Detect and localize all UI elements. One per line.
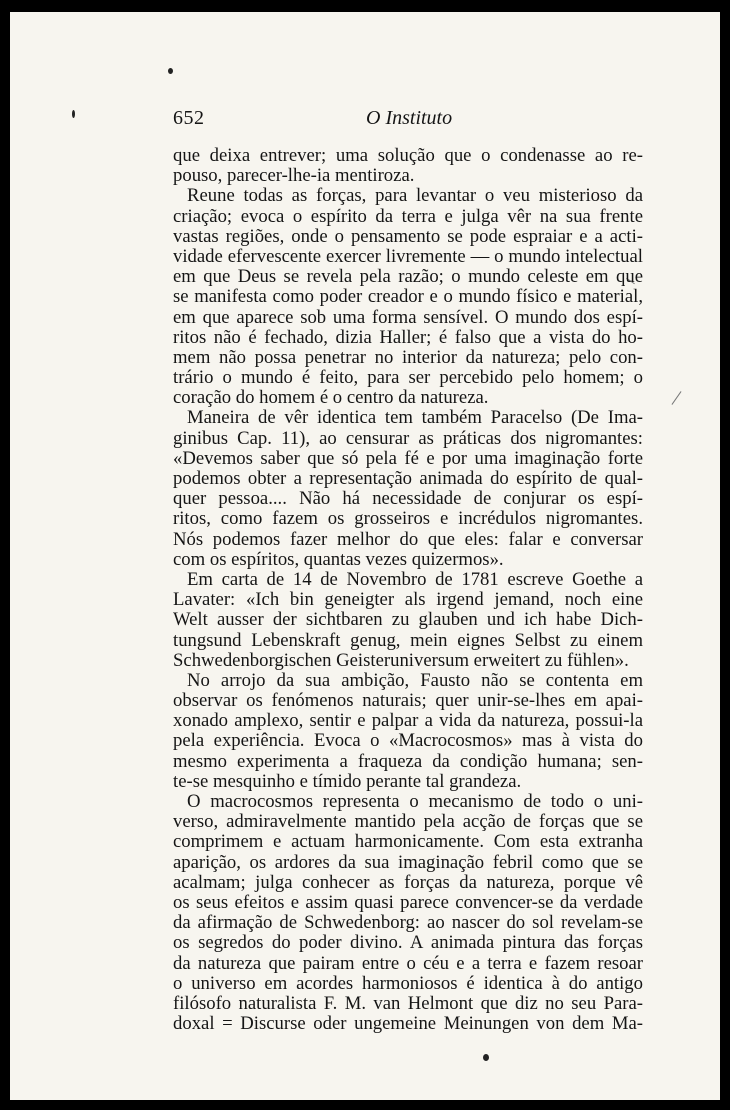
text-line: vidade efervescente exercer livremente — o mundo intelectual xyxy=(173,245,643,267)
text-line: quer pessoa.... Não há necessidade de conjurar os espí- xyxy=(173,488,643,510)
text-line: da afirmação de Schwedenborg: ao nascer do sol revelam-se xyxy=(173,912,643,934)
text-line: com os espíritos, quantas vezes quizermos». xyxy=(173,548,504,570)
text-line: O macrocosmos representa o mecanismo de todo o uni- xyxy=(187,791,643,812)
ink-speck xyxy=(72,110,75,118)
text-line: «Devemos saber que só pela fé e por uma imaginação forte xyxy=(173,447,643,469)
text-line: Em carta de 14 de Novembro de 1781 escreve Goethe a xyxy=(187,568,643,590)
text-line: doxal = Discurse oder ungemeine Meinungen von dem Ma- xyxy=(173,1013,643,1035)
text-line: Nós podemos fazer melhor do que eles: falar e conversar xyxy=(173,528,643,550)
scanned-page xyxy=(10,12,720,1100)
body-text xyxy=(173,146,643,1034)
text-line: xonado amplexo, sentir e palpar a vida da natureza, possui-la xyxy=(173,710,643,732)
text-line: tungsund Lebenskraft genug, mein eignes Selbst zu einem xyxy=(173,629,643,651)
ink-speck xyxy=(483,1054,489,1061)
text-line: ritos não é fechado, dizia Haller; é falso que a vista do ho- xyxy=(173,326,643,348)
running-head xyxy=(173,107,643,133)
text-line: o universo em acordes harmoniosos é identica à do antigo xyxy=(173,972,643,994)
scan-scratch xyxy=(672,391,682,405)
text-line: Schwedenborgischen Geisteruniversum erweitert zu fühlen». xyxy=(173,649,629,671)
text-line: em que Deus se revela pela razão; o mundo celeste em que xyxy=(173,266,643,288)
text-line: ginibus Cap. 11), ao censurar as práticas dos nigromantes: xyxy=(173,427,643,449)
text-line: verso, admiravelmente mantido pela acção de forças que se xyxy=(173,811,643,833)
text-line: se manifesta como poder creador e o mundo físico e material, xyxy=(173,286,643,308)
text-line: coração do homem é o centro da natureza. xyxy=(173,387,489,409)
text-line: pouso, parecer-lhe-ia mentiroza. xyxy=(173,165,415,187)
text-line: criação; evoca o espírito da terra e julga vêr na sua frente xyxy=(173,205,643,227)
text-line: os segredos do poder divino. A animada pintura das forças xyxy=(173,932,643,954)
text-line: em que aparece sob uma forma sensível. O mundo dos espí- xyxy=(173,306,643,328)
text-line: Reune todas as forças, para levantar o veu misterioso da xyxy=(187,185,643,207)
journal-title: O Instituto xyxy=(366,107,453,129)
text-line: trário o mundo é feito, para ser percebido pelo homem; o xyxy=(173,367,643,389)
text-line: No arrojo da sua ambição, Fausto não se contenta em xyxy=(187,669,643,691)
text-line: aparição, os ardores da sua imaginação febril como que se xyxy=(173,851,643,873)
ink-speck xyxy=(168,68,173,74)
text-line: ritos, como fazem os grosseiros e incrédulos nigromantes. xyxy=(173,508,643,530)
text-line: mem não possa penetrar no interior da natureza; pelo con- xyxy=(173,346,643,368)
text-line: podemos obter a representação animada do espírito de qual- xyxy=(173,468,643,489)
text-line: Lavater: «Ich bin geneigter als irgend jemand, noch eine xyxy=(173,589,643,611)
text-line: acalmam; julga conhecer as forças da natureza, porque vê xyxy=(173,871,643,893)
page-number: 652 xyxy=(173,107,205,129)
text-line: da natureza que pairam entre o céu e a terra e fazem resoar xyxy=(173,952,643,974)
text-line: vastas regiões, onde o pensamento se pode espraiar e a acti- xyxy=(173,225,643,247)
text-line: os seus efeitos e assim quasi parece convencer-se da verdade xyxy=(173,891,643,913)
text-line: Maneira de vêr identica tem também Paracelso (De Ima- xyxy=(187,407,643,429)
text-line: comprimem e actuam harmonicamente. Com esta extranha xyxy=(173,831,643,853)
text-line: te-se mesquinho e tímido perante tal grandeza. xyxy=(173,770,522,792)
text-line: Welt ausser der sichtbaren zu glauben und ich habe Dich- xyxy=(173,609,643,631)
text-line: observar os fenómenos naturais; quer unir-se-lhes em apai- xyxy=(173,690,643,712)
text-line: mesmo experimenta a fraqueza da condição humana; sen- xyxy=(173,750,643,772)
text-line: filósofo naturalista F. M. van Helmont que diz no seu Para- xyxy=(173,992,643,1014)
text-line: que deixa entrever; uma solução que o condenasse ao re- xyxy=(173,145,643,166)
text-line: pela experiência. Evoca o «Macrocosmos» mas à vista do xyxy=(173,730,643,752)
